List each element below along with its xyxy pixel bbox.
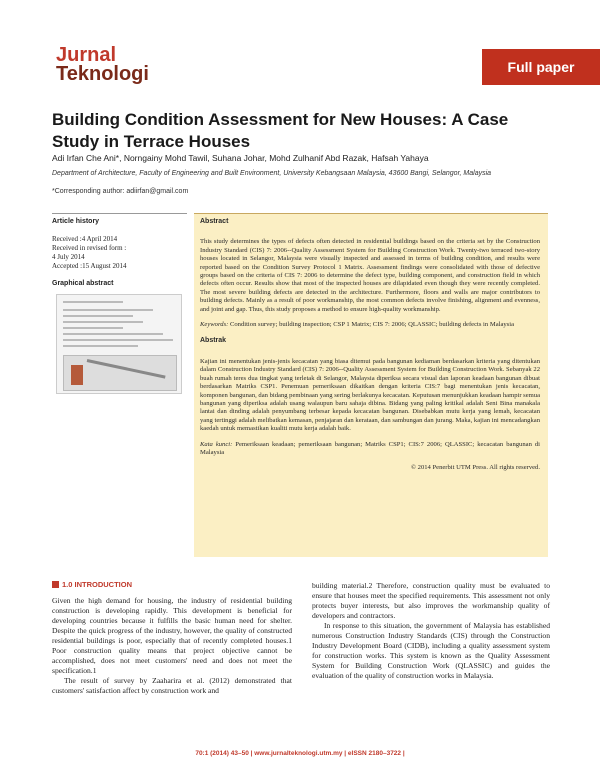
graphical-abstract-image (56, 294, 182, 394)
abstrak-heading: Abstrak (200, 337, 227, 345)
section-marker (52, 581, 59, 588)
journal-name-line1: Jurnal (56, 44, 117, 66)
abstrak-text: Kajian ini menentukan jenis-jenis kecacatan yang biasa ditemui pada bangunan kediaman berdasarkan kriteria yang ditentukan dalam Construction Industry Standard (CIS) 7: 2006--Quality Assessment System for Building Construction Work. Sebanyak 22 buah rumah teres dua tingkat yang terletak di Selangor, Malaysia diperiksa secara visual dan laporan keadaan bangunan dibuat berdasarkan Matriks CSP1. Penemuan pemeriksaan dikaitkan dengan kriteria CIS:7 bagi menentukan jenis kecacatan, komponen bangunan, dan bidang pembinaan yang sering berlakunya kecacatan. Keputusan menunjukkan keadaan hampir semua bangunan yang diperiksa adalah usang walaupun baru sahaja dibina. Bidang yang paling kritikal adalah Seni Bina manakala lantai dan dinding adalah penyumbang terbesar kepada kecacatan bangunan. Disebabkan mutu kerja yang lemah, kecacatan yang tertinggi adalah melibatkan kemasan, penjajaran dan kerataan, dan sambungan dan jurang. Maka, kajian ini mencadangkan kaedah untuk memastikan kualiti mutu kerja adalah baik. (200, 357, 541, 433)
keywords: Condition survey; building inspection; CSP 1 Matrix; CIS 7: 2006; QLASSIC; building defects in Malaysia (229, 321, 514, 329)
revised-label: Received in revised form : (52, 244, 127, 252)
journal-logo (56, 46, 149, 84)
kata-kunci-label: Kata kunci: (200, 440, 233, 448)
intro-paragraph-2: The result of survey by Zaaharira et al. (2012) demonstrated that customers' satisfaction affect by construction work and (52, 676, 292, 695)
abstract-text: This study determines the types of defects often detected in residential buildings based on the criteria set by the Construction Industry Standard (CIS) 7: 2006--Quality Assessment System for Building Construction Work. Twenty-two terraced two-story houses located in Selangor, Malaysia were visually inspected and assessed in terms of building condition, and results were reported based on the Condition Survey Protocol 1 Matrix. Assessment findings were consolidated with those of defective groups based on the criteria of CIS 7: 2006 to determine the defect type, building component, and construction field in which defects often occur. Results show that most of the inspected houses are dilapidated even though they were recently completed. The most severe building defects are detected in the architecture. Furthermore, floors and walls are major contributors to building defects. Mainly as a result of poor workmanship, the most common defects involve finishing, alignment and evenness, and joint and gap. Thus, this study proposes a method to ensure high-quality workmanship. (200, 238, 540, 313)
revised-date: 4 July 2014 (52, 253, 85, 261)
accepted-date: Accepted :15 August 2014 (52, 262, 127, 270)
abstract-heading: Abstract (200, 218, 229, 225)
journal-name-line2: Teknologi (56, 63, 149, 85)
introduction-heading: 1.0 INTRODUCTION (52, 580, 132, 589)
copyright: © 2014 Penerbit UTM Press. All rights reserved. (411, 464, 540, 472)
affiliation: Department of Architecture, Faculty of Engineering and Built Environment, University Kebangsaan Malaysia, 43600 Bangi, Selangor, Malaysia (52, 170, 492, 177)
abstract-box (194, 213, 548, 557)
paper-title: Building Condition Assessment for New Houses: A Case Study in Terrace Houses (52, 110, 509, 151)
keywords-label: Keywords: (200, 321, 229, 329)
author-list: Adi Irfan Che Ani*, Norngainy Mohd Tawil, Suhana Johar, Mohd Zulhanif Abd Razak, Hafsah Yahaya (52, 153, 429, 163)
graphical-abstract-heading: Graphical abstract (52, 280, 114, 287)
corresponding-author: *Corresponding author: adiirfan@gmail.com (52, 188, 189, 195)
body-column-right (312, 581, 550, 681)
article-history (52, 235, 187, 271)
kata-kunci: Pemeriksaan keadaan; pemeriksaan bangunan; Matriks CSP1; CIS:7 2006; QLASSIC; kecacatan bangunan di Malaysia (200, 440, 540, 456)
intro-paragraph-3: building material.2 Therefore, construction quality must be evaluated to ensure that houses meet the specified requirements. This assessment not only protects buyer interests, but also improves the workmanship quality of developers and contractors. (312, 581, 550, 620)
intro-paragraph-1: Given the high demand for housing, the industry of residential building construction is developing rapidly. This development is beneficial for developing countries because it fulfills the basic human need for shelter. Despite the quick progress of the industry, however, the quality of constructed residential buildings is poor, especially that of recently completed houses.1 Poor construction quality means that project objective cannot be accomplished, does not meet customers' need and does not meet the specification.1 (52, 596, 292, 675)
intro-paragraph-4: In response to this situation, the government of Malaysia has established numerous Construction Industry Standards (CIS) through the Construction Industry Development Board (CIDB), including a quality assessment system for construction works. This system is known as the Quality Assessment System for Building Construction Work (QLASSIC) and guides the evaluation of the quality of construction works in Malaysia. (312, 621, 550, 680)
history-heading: Article history (52, 218, 100, 225)
body-column-left (52, 596, 292, 696)
full-paper-badge: Full paper (482, 49, 600, 85)
received-date: Received :4 April 2014 (52, 235, 118, 243)
page-footer: 70:1 (2014) 43–50 | www.jurnalteknologi.utm.my | eISSN 2180–3722 | (195, 750, 405, 757)
